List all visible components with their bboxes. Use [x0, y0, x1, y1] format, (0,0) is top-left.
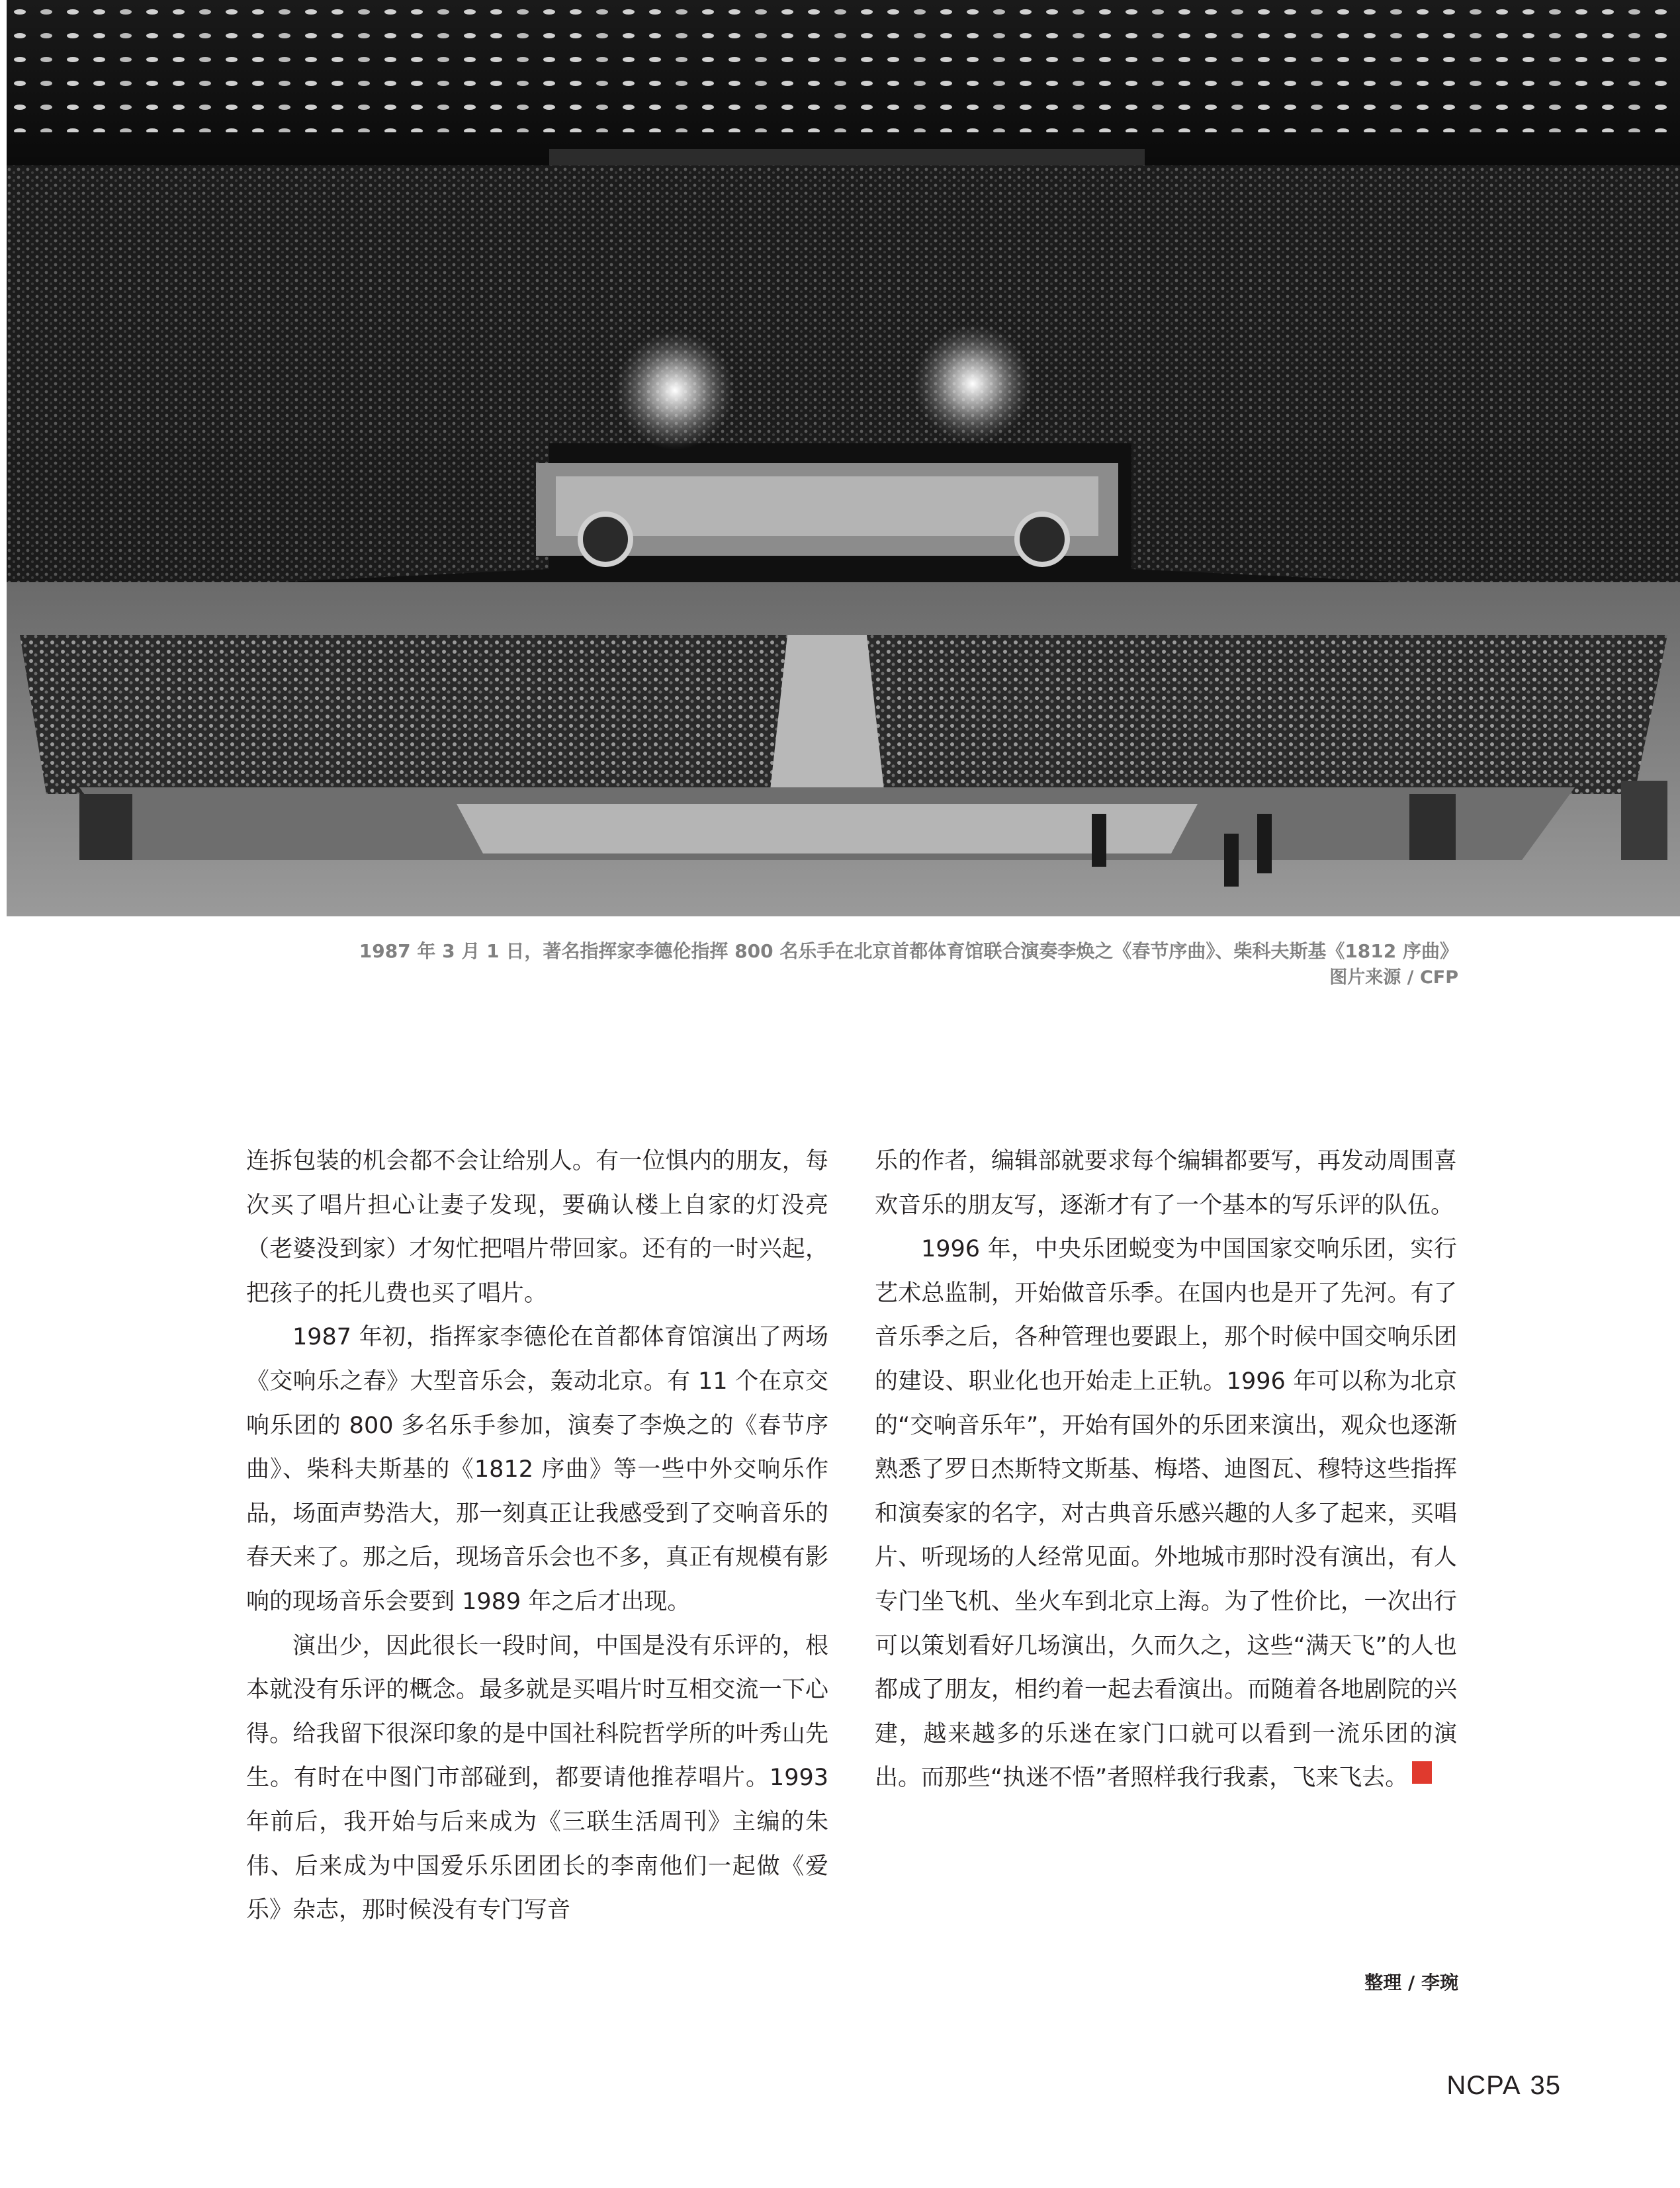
paragraph-text: 1996 年，中央乐团蜕变为中国国家交响乐团，实行艺术总监制，开始做音乐季。在国内也是开了先河。有了音乐季之后，各种管理也要跟上，那个时候中国交响乐团的建设、职业化也开始走上正轨。1996 年可以称为北京的“交响音乐年”，开始有国外的乐团来演出，观众也逐渐熟悉了罗日杰斯特文斯基、梅塔、迪图瓦、穆特这些指挥和演奏家的名字，对古典音乐感兴趣的人多了起来，买唱片、听现场的人经常见面。外地城市那时没有演出，有人专门坐飞机、坐火车到北京上海。为了性价比，一次出行可以策划看好几场演出，久而久之，这些“满天飞”的人也都成了朋友，相约着一起去看演出。而随着各地剧院的兴建，越来越多的乐迷在家门口就可以看到一流乐团的演出。而那些“执迷不悟”者照样我行我素，飞来飞去。	[875, 1236, 1457, 1792]
right-column	[875, 1139, 1457, 1800]
paragraph: 乐的作者，编辑部就要求每个编辑都要写，再发动周围喜欢音乐的朋友写，逐渐才有了一个基本的写乐评的队伍。	[875, 1148, 1457, 1219]
left-column	[246, 1139, 828, 1933]
page-folio	[1446, 2071, 1561, 2101]
photo-credit: 图片来源 / CFP	[1329, 967, 1458, 988]
end-mark-icon	[1412, 1761, 1432, 1784]
page-number: 35	[1530, 2071, 1561, 2100]
paragraph: 演出少，因此很长一段时间，中国是没有乐评的，根本就没有乐评的概念。最多就是买唱片时互相交流一下心得。给我留下很深印象的是中国社科院哲学所的叶秀山先生。有时在中图门市部碰到，都要请他推荐唱片。1993 年前后，我开始与后来成为《三联生活周刊》主编的朱伟、后来成为中国爱乐乐团团长的李南他们一起做《爱乐》杂志，那时候没有专门写音	[246, 1632, 828, 1924]
magazine-name: NCPA	[1446, 2071, 1521, 2100]
paragraph-last	[875, 1227, 1457, 1800]
paragraph: 连拆包装的机会都不会让给别人。有一位惧内的朋友，每次买了唱片担心让妻子发现，要确认楼上自家的灯没亮（老婆没到家）才匆忙把唱片带回家。还有的一时兴起，把孩子的托儿费也买了唱片。	[246, 1148, 828, 1307]
concert-photo	[7, 0, 1680, 916]
photo-caption	[359, 938, 1458, 991]
paragraph: 1987 年初，指挥家李德伦在首都体育馆演出了两场《交响乐之春》大型音乐会，轰动北京。有 11 个在京交响乐团的 800 多名乐手参加，演奏了李焕之的《春节序曲》、柴科夫斯基的《1812 序曲》等一些中外交响乐作品，场面声势浩大，那一刻真正让我感受到了交响音乐的春天来了。那之后，现场音乐会也不多，真正有规模有影响的现场音乐会要到 1989 年之后才出现。	[246, 1324, 828, 1615]
caption-text: 1987 年 3 月 1 日，著名指挥家李德伦指挥 800 名乐手在北京首都体育馆联合演奏李焕之《春节序曲》、柴科夫斯基《1812 序曲》	[359, 940, 1458, 962]
concert-hall-photo	[7, 0, 1680, 916]
editor-credit: 整理 / 李琬	[1364, 1972, 1458, 1993]
